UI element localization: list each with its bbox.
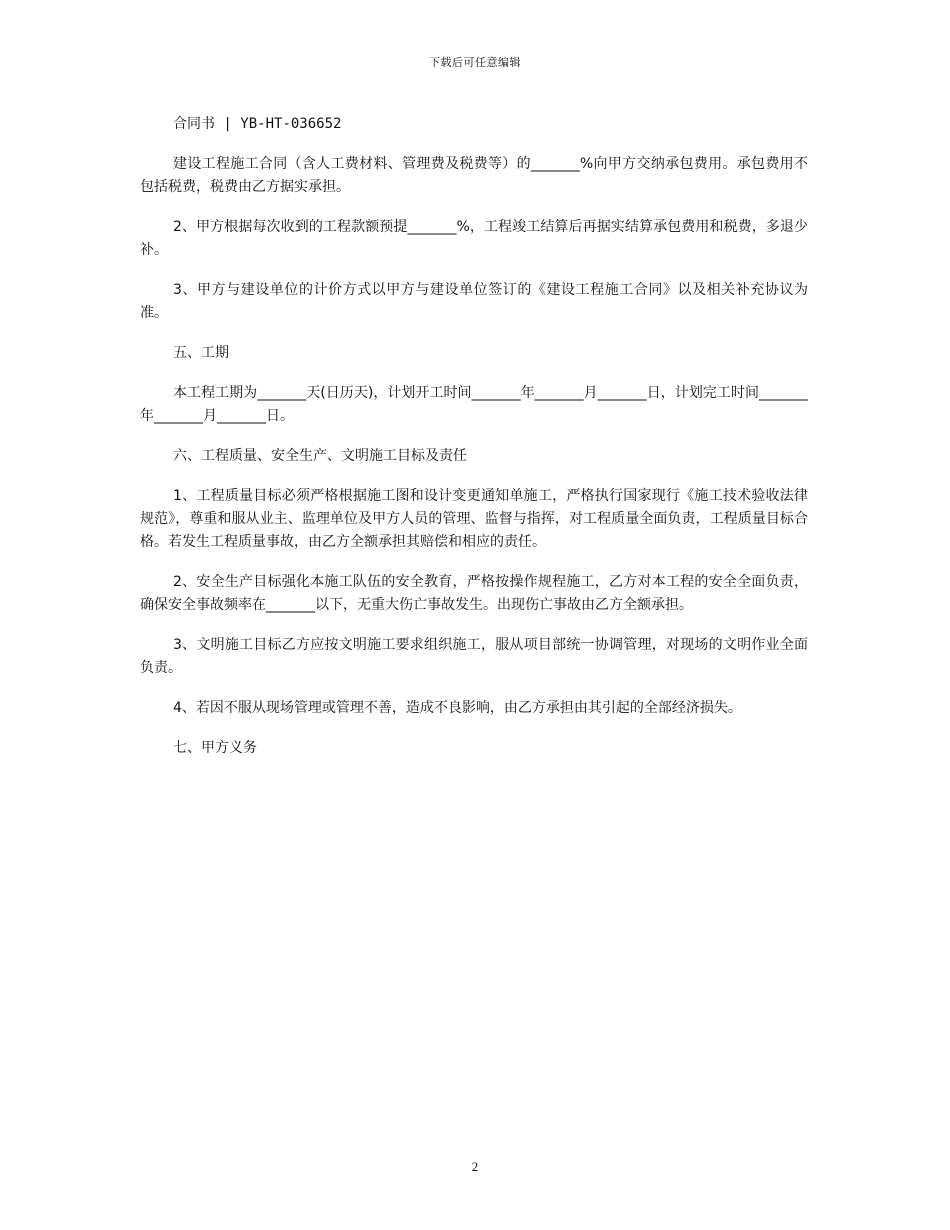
paragraph-civilized-construction: 3、文明施工目标乙方应按文明施工要求组织施工，服从项目部统一协调管理，对现场的文明作业全面负责。 xyxy=(140,637,808,676)
section-heading-party-a-obligations: 七、甲方义务 xyxy=(173,740,257,756)
paragraph-withholding: 2、甲方根据每次收到的工程款额预提_______%，工程竣工结算后再据实结算承包费用和税费，多退少补。 xyxy=(140,219,808,258)
document-title xyxy=(140,113,808,136)
paragraph-pricing-method: 3、甲方与建设单位的计价方式以甲方与建设单位签订的《建设工程施工合同》以及相关补充协议为准。 xyxy=(140,282,808,321)
paragraph-management-liability: 4、若因不服从现场管理或管理不善，造成不良影响，由乙方承担由其引起的全部经济损失。 xyxy=(173,700,742,716)
title-separator: | xyxy=(215,116,241,132)
paragraph-schedule: 本工程工期为_______天(日历天)，计划开工时间_______年_______月_______日，计划完工时间_______年_______月_______日。 xyxy=(140,385,808,424)
section-heading-schedule: 五、工期 xyxy=(173,345,229,361)
title-label: 合同书 xyxy=(173,116,215,132)
contract-code: YB-HT-036652 xyxy=(240,116,342,132)
section-heading-quality-safety: 六、工程质量、安全生产、文明施工目标及责任 xyxy=(173,448,467,464)
page-header-note: 下载后可任意编辑 xyxy=(429,56,521,69)
document-body xyxy=(140,113,808,777)
page-number: 2 xyxy=(471,1159,479,1174)
paragraph-quality-target: 1、工程质量目标必须严格根据施工图和设计变更通知单施工，严格执行国家现行《施工技术验收法律规范》，尊重和服从业主、监理单位及甲方人员的管理、监督与指挥，对工程质量全面负责，工程质量目标合格。若发生工程质量事故，由乙方全额承担其赔偿和相应的责任。 xyxy=(140,488,808,550)
paragraph-safety-target: 2、安全生产目标强化本施工队伍的安全教育，严格按操作规程施工，乙方对本工程的安全全面负责，确保安全事故频率在_______以下，无重大伤亡事故发生。出现伤亡事故由乙方全额承担。 xyxy=(140,574,808,613)
paragraph-fee-payment: 建设工程施工合同（含人工费材料、管理费及税费等）的_______%向甲方交纳承包费用。承包费用不包括税费，税费由乙方据实承担。 xyxy=(140,156,808,195)
